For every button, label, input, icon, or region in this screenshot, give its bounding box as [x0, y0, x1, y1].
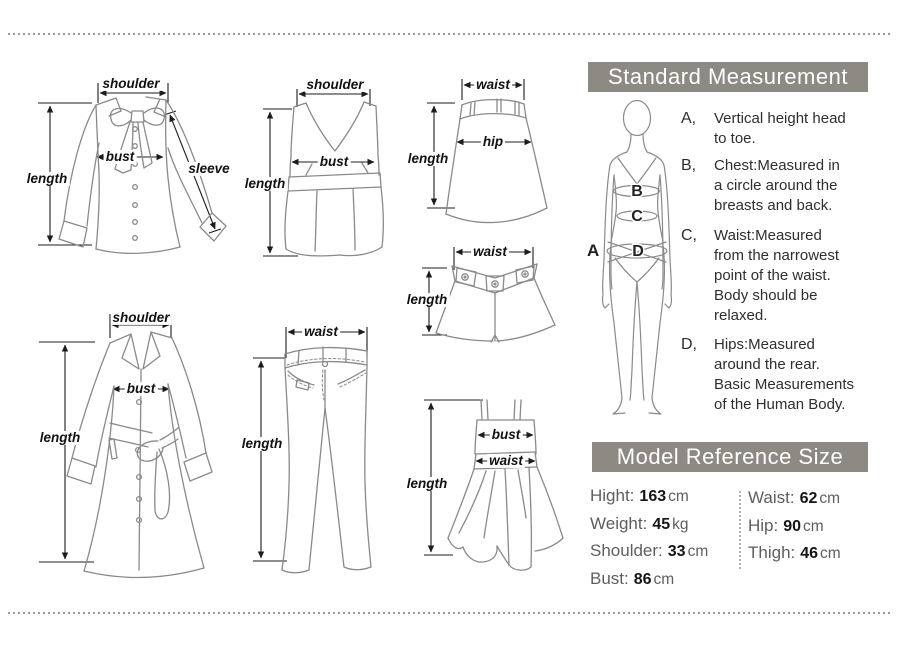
tank-top-shoulder-label: shoulder	[306, 76, 364, 92]
figure-marker-c: C	[631, 208, 643, 225]
bottom-dotted-border	[8, 612, 893, 614]
pants-length-label: length	[241, 435, 283, 451]
shorts-diagram	[398, 240, 573, 365]
skirt-dimension-lines	[427, 76, 531, 208]
dress-length-label: length	[406, 475, 448, 491]
top-dotted-border	[8, 33, 893, 35]
coat-length-label: length	[39, 429, 81, 445]
coat-outline	[67, 332, 212, 577]
model-stats-left-column	[590, 486, 708, 596]
blouse-shoulder-label: shoulder	[102, 75, 160, 91]
shorts-waist-label: waist	[473, 243, 507, 259]
tank-top-dimension-lines	[263, 89, 374, 256]
coat-shoulder-label: shoulder	[112, 309, 170, 325]
tank-top-diagram	[240, 60, 398, 265]
coat-bust-label: bust	[126, 380, 156, 396]
skirt-hip-label: hip	[482, 133, 504, 149]
skirt-outline	[446, 99, 547, 223]
stat-waist: Waist: 62 cm	[748, 488, 841, 507]
pants-drawing	[235, 320, 407, 585]
stat-hip: Hip: 90 cm	[748, 515, 824, 535]
stat-thigh: Thigh: 46 cm	[748, 543, 841, 562]
stat-weight: Weight: 45 kg	[590, 513, 689, 533]
tank-top-outline	[285, 102, 383, 256]
stat-height: Hight: 163 cm	[590, 486, 689, 505]
blouse-diagram	[10, 63, 240, 268]
coat-diagram	[10, 300, 238, 585]
skirt-waist-label: waist	[476, 76, 510, 92]
dress-outline	[448, 400, 563, 570]
measurement-item-d-key: D,	[681, 336, 697, 353]
blouse-length-label: length	[26, 170, 68, 186]
body-figure	[585, 95, 695, 435]
figure-marker-d: D	[632, 243, 644, 260]
pants-outline	[282, 347, 371, 573]
stat-shoulder: Shoulder: 33 cm	[590, 541, 709, 560]
figure-marker-b: B	[631, 183, 643, 200]
measurement-item-b-text: Chest:Measured in a circle around the breasts and back.	[714, 157, 840, 214]
pants-diagram	[235, 320, 407, 585]
model-reference-header: Model Reference Size	[592, 442, 868, 472]
figure-marker-a: A	[587, 241, 600, 260]
measurement-item-c-key: C,	[681, 227, 697, 244]
measurement-item-a	[681, 109, 877, 149]
pants-waist-label: waist	[304, 323, 338, 339]
measurement-item-d	[681, 335, 877, 415]
measurement-item-a-key: A,	[681, 110, 697, 127]
measurement-item-b-key: B,	[681, 157, 697, 174]
shorts-length-label: length	[406, 291, 448, 307]
dress-waist-label: waist	[489, 452, 523, 468]
shorts-outline	[436, 264, 555, 342]
model-stats-right-column	[748, 488, 841, 571]
skirt-length-label: length	[407, 150, 449, 166]
stats-dotted-divider	[739, 491, 741, 569]
measurement-item-b	[681, 156, 877, 216]
tank-top-length-label: length	[244, 175, 286, 191]
standard-measurement-header: Standard Measurement	[588, 62, 868, 92]
stat-bust: Bust: 86 cm	[590, 568, 675, 588]
skirt-diagram	[398, 62, 573, 237]
blouse-sleeve-label: sleeve	[188, 160, 230, 176]
dress-bust-label: bust	[491, 426, 521, 442]
blouse-bust-label: bust	[105, 148, 135, 164]
tank-top-bust-label: bust	[319, 153, 349, 169]
measurement-item-a-text: Vertical height head to toe.	[714, 110, 846, 147]
measurement-item-d-text: Hips:Measured around the rear. Basic Measurements of the Human Body.	[714, 336, 855, 413]
measurement-item-c	[681, 226, 877, 326]
dress-diagram	[398, 388, 573, 586]
measurement-item-c-text: Waist:Measured from the narrowest point of the waist. Body should be relaxed.	[714, 227, 840, 324]
